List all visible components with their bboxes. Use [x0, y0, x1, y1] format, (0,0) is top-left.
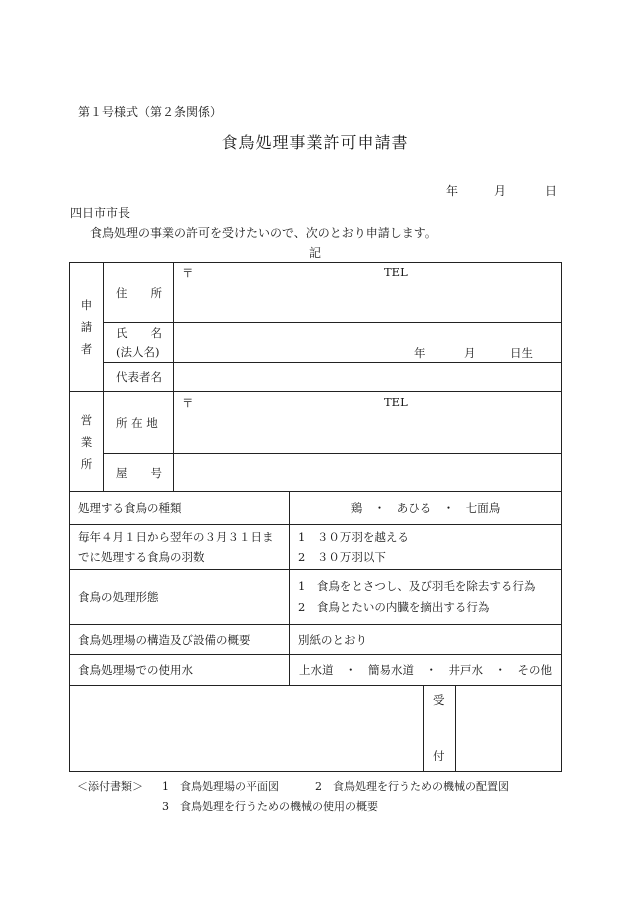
birth-month: 月 [464, 346, 476, 360]
reception-stamp-area [456, 686, 562, 772]
applicant-address-field[interactable] [174, 263, 562, 323]
attachment-item-3: 3 食鳥処理を行うための機械の使用の概要 [162, 800, 378, 813]
date-month: 月 [494, 184, 507, 198]
office-group-label: 営 業 所 [70, 392, 104, 492]
birth-day: 日生 [510, 346, 533, 360]
page-title: 食鳥処理事業許可申請書 [221, 133, 409, 152]
trade-name-field[interactable] [174, 454, 562, 492]
water-label: 食鳥処理場での使用水 [70, 655, 290, 686]
bird-types-label: 処理する食鳥の種類 [70, 492, 290, 525]
office-location-field[interactable] [174, 392, 562, 454]
birth-year: 年 [414, 346, 426, 360]
form-option[interactable]: 1 食鳥をとさつし、及び羽毛を除去する行為 [298, 579, 536, 593]
applicant-address-label: 住 所 [104, 263, 174, 323]
bird-count-options[interactable] [290, 525, 562, 570]
water-options[interactable]: 上水道 ・ 簡易水道 ・ 井戸水 ・ その他 [290, 655, 562, 686]
facility-value: 別紙のとおり [290, 625, 562, 655]
bird-count-label: 毎年４月１日から翌年の３月３１日ま でに処理する食鳥の羽数 [70, 525, 290, 570]
form-option[interactable]: 2 食鳥とたいの内臓を摘出する行為 [298, 600, 490, 614]
postal-mark: 〒 [182, 266, 194, 280]
date-day: 日 [545, 184, 558, 198]
application-table [69, 262, 562, 772]
processing-form-label: 食鳥の処理形態 [70, 570, 290, 625]
notes-area [70, 686, 424, 772]
representative-label: 代表者名 [104, 363, 174, 392]
addressee: 四日市市長 [70, 206, 131, 220]
representative-field[interactable] [174, 363, 562, 392]
bird-types-options[interactable]: 鶏 ・ あひる ・ 七面鳥 [290, 492, 562, 525]
attachment-item-1: 1 食鳥処理場の平面図 [162, 780, 279, 793]
processing-form-options[interactable] [290, 570, 562, 625]
intro-text: 食鳥処理の事業の許可を受けたいので、次のとおり申請します。 [90, 226, 437, 240]
count-option[interactable]: 1 ３０万羽を越える [298, 530, 409, 544]
applicant-name-field[interactable] [174, 323, 562, 363]
ki-mark: 記 [309, 246, 322, 260]
attachments-label: ＜添付書類＞ [77, 780, 143, 793]
office-tel-label: TEL [384, 395, 408, 409]
form-number: 第１号様式（第２条関係） [78, 105, 223, 119]
facility-label: 食鳥処理場の構造及び設備の概要 [70, 625, 290, 655]
tel-label: TEL [384, 265, 408, 279]
attachment-item-2: 2 食鳥処理を行うための機械の配置図 [315, 780, 509, 793]
applicant-name-label: 氏 名 (法人名) [104, 323, 174, 363]
trade-name-label: 屋 号 [104, 454, 174, 492]
reception-label: 受 付 [424, 686, 456, 772]
applicant-group-label: 申 請 者 [70, 263, 104, 392]
office-postal-mark: 〒 [182, 396, 194, 410]
count-option[interactable]: 2 ３０万羽以下 [298, 550, 386, 564]
date-year: 年 [446, 184, 459, 198]
office-location-label: 所 在 地 [104, 392, 174, 454]
